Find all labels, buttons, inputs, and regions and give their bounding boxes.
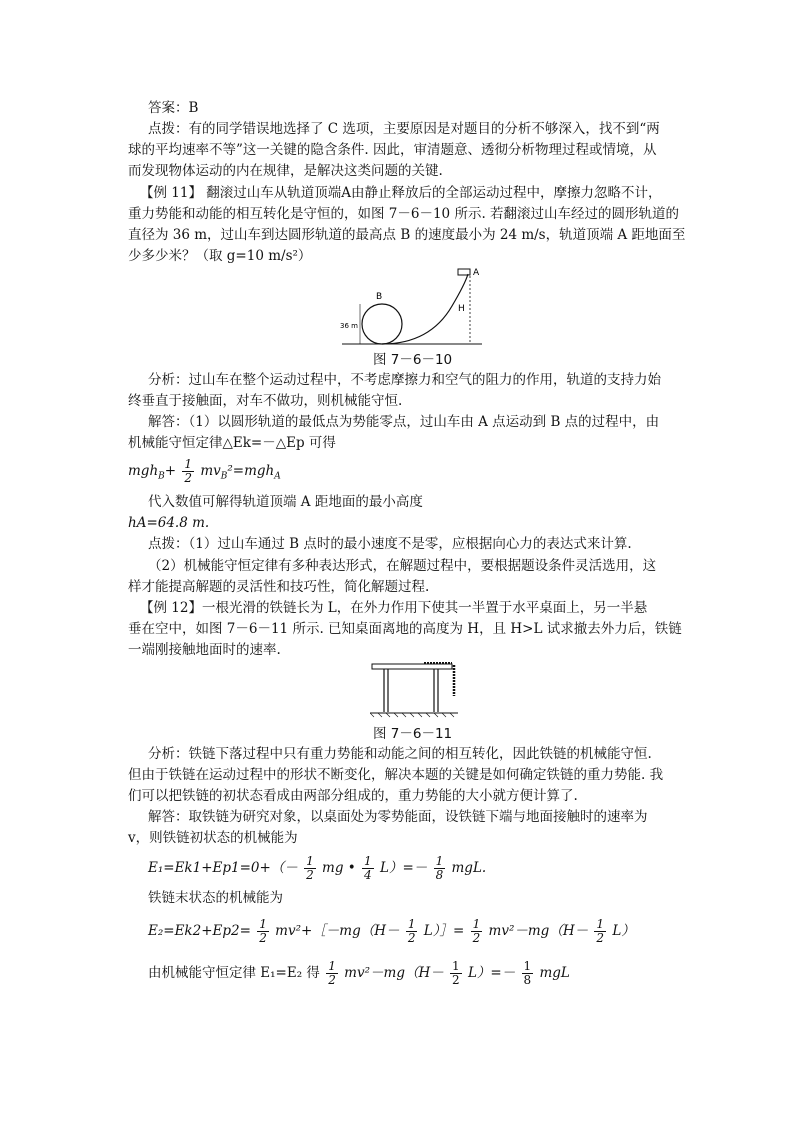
equation-initial-energy: E₁=Ek1+Ep1=0+（－ $\frac{1}{2}$ mg • $\frac{1}{4}$ L）=－ $\frac{1}{8}$ mgL. — [148, 854, 487, 882]
fraction: $\frac{1}{8}$ — [435, 854, 444, 882]
analysis-text: 分析：铁链下落过程中只有重力势能和动能之间的相互转化，因此铁链的机械能守恒. — [148, 746, 652, 762]
fraction: $\frac{1}{2}$ — [472, 917, 481, 945]
example-12-text: 垂在空中，如图 7－6－11 所示. 已知桌面离地的高度为 H，且 H>L 试求撤去外力后，铁链 — [128, 621, 682, 637]
solution-text: v，则铁链初状态的机械能为 — [128, 830, 298, 846]
fraction: $\frac{1}{2}$ — [306, 854, 314, 882]
tip-text: 球的平均速率不等”这一关键的隐含条件. 因此，审清题意、透彻分析物理过程或情境，从 — [128, 142, 657, 158]
fraction: $\frac{1}{4}$ — [364, 854, 372, 882]
label-diameter: 36 m — [340, 322, 358, 330]
analysis-text: 们可以把铁链的初状态看成由两部分组成的，重力势能的大小就方便计算了. — [128, 788, 578, 804]
example-12-title: 【例 12】一根光滑的铁链长为 L，在外力作用下使其一半置于水平桌面上，另一半悬 — [140, 600, 648, 616]
tip-text: 而发现物体运动的内在规律，是解决这类问题的关键. — [128, 163, 443, 179]
example-12-text: 一端刚接触地面时的速率. — [128, 642, 281, 658]
solution-text: 解答：（1）以圆形轨道的最低点为势能零点，过山车由 A 点运动到 B 点的过程中，由 — [148, 414, 660, 430]
example-11-text: 重力势能和动能的相互转化是守恒的，如图 7－6－10 所示. 若翻滚过山车经过的圆形轨道的 — [128, 206, 680, 222]
figure-7-6-11 — [370, 660, 460, 720]
solution-text: 铁链末状态的机械能为 — [148, 890, 283, 906]
fraction: $\frac{1}{2}$ — [328, 959, 336, 987]
analysis-text: 终垂直于接触面，对车不做功，则机械能守恒. — [128, 393, 403, 409]
tip-text: 样才能提高解题的灵活性和技巧性，简化解题过程. — [128, 579, 430, 595]
analysis-text: 但由于铁链在运动过程中的形状不断变化，解决本题的关键是如何确定铁链的重力势能. 我 — [128, 767, 664, 783]
solution-text: 解答：取铁链为研究对象，以桌面处为零势能面，设铁链下端与地面接触时的速率为 — [148, 809, 648, 825]
tip-text: 点拨：（1）过山车通过 B 点时的最小速度不是零，应根据向心力的表达式来计算. — [148, 536, 632, 552]
answer-text: 答案：B — [148, 100, 199, 116]
analysis-text: 分析：过山车在整个运动过程中，不考虑摩擦力和空气的阻力的作用，轨道的支持力始 — [148, 372, 661, 388]
solution-text: 机械能守恒定律△Ek=－△Ep 可得 — [128, 435, 336, 451]
table-top — [372, 664, 452, 669]
loop-track — [362, 304, 402, 344]
figure-caption: 图 7－6－10 — [373, 352, 453, 368]
fraction: $\frac{1}{2}$ — [596, 917, 605, 945]
fraction: $\frac{1}{8}$ — [523, 959, 532, 987]
fraction: $\frac{1}{2}$ — [452, 959, 460, 987]
tip-text: （2）机械能守恒定律有多种表达形式，在解题过程中，要根据题设条件灵活选用，这 — [148, 558, 657, 574]
example-11-text: 直径为 36 m，过山车到达圆形轨道的最高点 B 的速度最小为 24 m/s，轨道顶端 A 距地面至 — [128, 227, 686, 243]
example-11-title: 【例 11】 翻滚过山车从轨道顶端A由静止释放后的全部运动过程中，摩擦力忽略不计， — [140, 185, 662, 201]
equation-final-energy: E₂=Ek2+Ep2= $\frac{1}{2}$ mv²+［－mg（H－ $\frac{1}{2}$ L）］= $\frac{1}{2}$ mv²－mg（H－ $\frac{1}{2}$ L） — [148, 917, 635, 945]
solution-text: 代入数值可解得轨道顶端 A 距地面的最小高度 — [148, 494, 423, 510]
figure-caption: 图 7－6－11 — [373, 726, 453, 742]
equation-conservation: 由机械能守恒定律 E₁=E₂ 得 $\frac{1}{2}$ mv²－mg（H－ $\frac{1}{2}$ L）=－ $\frac{1}{8}$ mgL — [148, 959, 570, 987]
solution-result: hA=64.8 m. — [128, 515, 210, 531]
tip-text: 点拨：有的同学错误地选择了 C 选项，主要原因是对题目的分析不够深入，找不到“两 — [148, 121, 660, 137]
fraction: $\frac{1}{2}$ — [184, 457, 193, 485]
example-11-text: 少多少米？（取 g=10 m/s²） — [128, 248, 312, 264]
label-b: B — [376, 292, 383, 302]
label-a: A — [473, 268, 480, 278]
equation-energy: mgh$_B$+ $\frac{1}{2}$ $mv_B^2=mgh_A$ — [128, 457, 281, 485]
label-h: H — [458, 304, 465, 314]
fraction: $\frac{1}{2}$ — [407, 917, 416, 945]
figure-7-6-10 — [340, 266, 490, 348]
fraction: $\frac{1}{2}$ — [259, 917, 267, 945]
